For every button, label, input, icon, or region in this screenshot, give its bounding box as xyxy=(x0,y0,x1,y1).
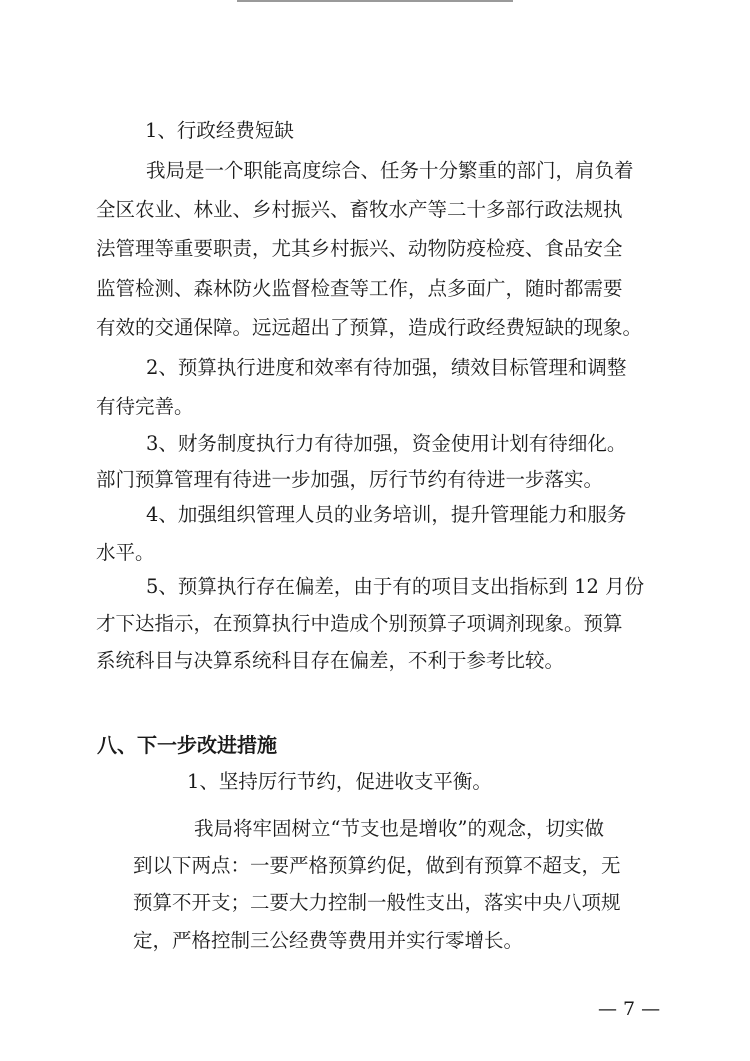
para-1-line-3: 法管理等重要职责，尤其乡村振兴、动物防疫检疫、食品安全 xyxy=(96,237,623,260)
para-1-line-1: 我局是一个职能高度综合、任务十分繁重的部门，肩负着 xyxy=(146,159,634,182)
final-para-line-4: 定，严格控制三公经费等费用并实行零增长。 xyxy=(133,929,524,952)
subheading: 1、坚持厉行节约，促进收支平衡。 xyxy=(187,770,492,793)
para-1-line-4: 监管检测、森林防火监督检查等工作，点多面广，随时都需要 xyxy=(96,277,623,300)
item-5-line-3: 系统科目与决算系统科目存在偏差，不利于参考比较。 xyxy=(96,649,565,672)
final-para-line-2: 到以下两点：一要严格预算约促，做到有预算不超支，无 xyxy=(133,854,621,877)
final-para-line-3: 预算不开支；二要大力控制一般性支出，落实中央八项规 xyxy=(133,891,621,914)
item-1-title: 1、行政经费短缺 xyxy=(145,119,294,142)
item-3-line-2: 部门预算管理有待进一步加强，厉行节约有待进一步落实。 xyxy=(96,468,604,491)
item-4-line-1: 4、加强组织管理人员的业务培训，提升管理能力和服务 xyxy=(146,503,627,526)
item-2-line-2: 有待完善。 xyxy=(96,395,194,418)
item-5-line-2: 才下达指示，在预算执行中造成个别预算子项调剂现象。预算 xyxy=(96,612,623,635)
item-5-line-1: 5、预算执行存在偏差，由于有的项目支出指标到 12 月份 xyxy=(146,575,645,598)
para-1-line-2: 全区农业、林业、乡村振兴、畜牧水产等二十多部行政法规执 xyxy=(96,198,623,221)
item-3-line-1: 3、财务制度执行力有待加强，资金使用计划有待细化。 xyxy=(146,432,627,455)
final-para-line-1: 我局将牢固树立“节支也是增收”的观念，切实做 xyxy=(194,817,604,840)
item-4-line-2: 水平。 xyxy=(96,541,155,564)
para-1-line-5: 有效的交通保障。远远超出了预算，造成行政经费短缺的现象。 xyxy=(96,316,643,339)
item-2-line-1: 2、预算执行进度和效率有待加强，绩效目标管理和调整 xyxy=(146,356,627,379)
top-rule xyxy=(237,0,513,2)
section-heading: 八、下一步改进措施 xyxy=(97,733,277,757)
page-number: — 7 — xyxy=(598,998,661,1020)
